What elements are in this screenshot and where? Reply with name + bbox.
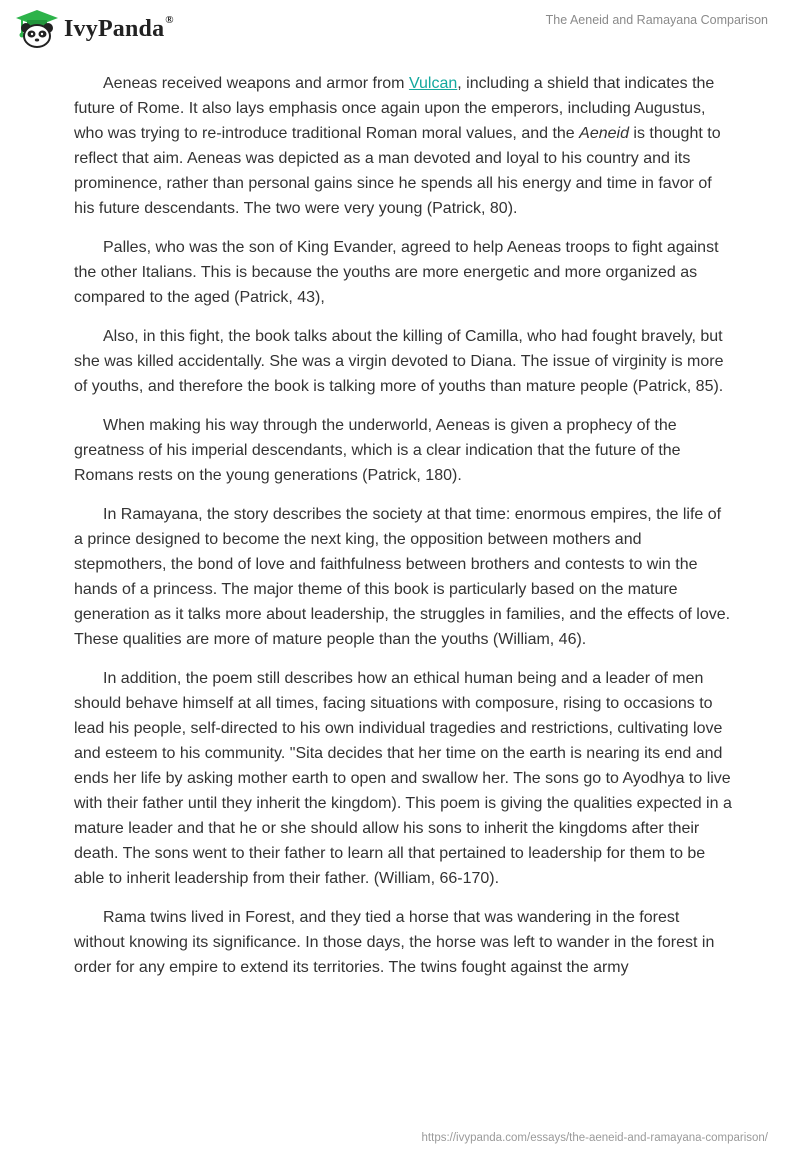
paragraph-text: Aeneas received weapons and armor from <box>103 75 409 92</box>
brand-name <box>64 14 174 43</box>
paragraph: Rama twins lived in Forest, and they tied a horse that was wandering in the forest without knowing its significance. In those days, the horse was left to wander in the forest in order for any empire to extend its territories. The twins fought against the army <box>74 909 715 976</box>
footer-url[interactable]: https://ivypanda.com/essays/the-aeneid-and-ramayana-comparison/ <box>421 1132 768 1144</box>
paragraph: Palles, who was the son of King Evander, agreed to help Aeneas troops to fight against the other Italians. This is because the youths are more energetic and more organized as compared to the aged (Patrick, 43), <box>74 239 719 306</box>
site-logo[interactable] <box>14 8 174 48</box>
paragraph-text: is thought to reflect that aim. Aeneas was depicted as a man devoted and loyal to his country and its prominence, rather than personal gains since he spends all his energy and time in favor of his future descendants. The two were very young (Patrick, 80). <box>74 125 721 217</box>
brand-text: IvyPanda <box>64 15 165 42</box>
paragraph: In Ramayana, the story describes the society at that time: enormous empires, the life of a prince designed to become the next king, the opposition between mothers and stepmothers, the bond of love and faithfulness between brothers and contests to win the hands of a princess. The major theme of this book is particularly based on the mature generation as it talks more about leadership, the struggles in families, and the effects of love. These qualities are more of mature people than the youths (William, 46). <box>74 506 731 648</box>
vulcan-link[interactable]: Vulcan <box>408 75 458 92</box>
panda-graduate-logo-icon <box>14 8 60 48</box>
paragraph: In addition, the poem still describes how an ethical human being and a leader of men should behave himself at all times, facing situations with composure, rising to occasions to lead his people, self-directed to his own individual tragedies and restrictions, cultivating love and esteem to his community. "Sita decides that her time on the earth is nearing its end and ends her life by asking mother earth to open and swallow her. The sons go to Ayodhya to live with their father until they inherit the kingdom). This poem is giving the qualities expected in a mature leader and that he or she should allow his sons to inherit the kingdoms after their death. The sons went to their father to learn all that pertained to leadership for them to be able to inherit leadership from their father. (William, 66-170). <box>74 670 732 887</box>
italic-title: Aeneid <box>579 125 629 142</box>
essay-body <box>74 71 734 994</box>
paragraph: When making his way through the underworld, Aeneas is given a prophecy of the greatness of his imperial descendants, which is a clear indication that the future of the Romans rests on the young generations (Patrick, 180). <box>74 417 681 484</box>
paragraph <box>74 71 734 221</box>
page-header <box>0 0 800 60</box>
paragraph-text: , including a shield that indicates the future of Rome. It also lays emphasis once again upon the emperors, including Augustus, who was trying to re-introduce traditional Roman moral values, and the <box>74 75 715 142</box>
paragraph: Also, in this fight, the book talks about the killing of Camilla, who had fought bravely, but she was killed accidentally. She was a virgin devoted to Diana. The issue of virginity is more of youths, and therefore the book is talking more of youths than mature people (Patrick, 85). <box>74 328 724 395</box>
document-title: The Aeneid and Ramayana Comparison <box>545 13 768 27</box>
registered-mark: ® <box>165 13 174 26</box>
